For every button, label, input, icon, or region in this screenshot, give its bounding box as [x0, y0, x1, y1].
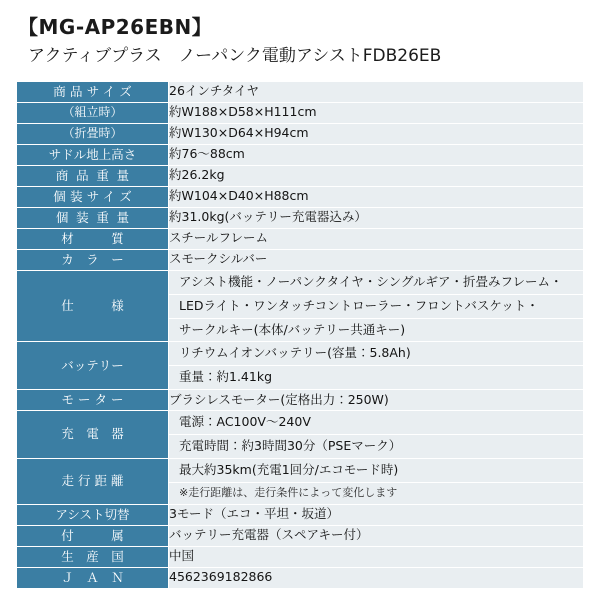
row-label	[17, 390, 169, 411]
row-label	[17, 123, 169, 144]
row-value-line: ※走行距離は、走行条件によって変化します	[169, 482, 583, 504]
row-value	[169, 342, 584, 390]
row-value: 約31.0kg(バッテリー充電器込み）	[169, 207, 584, 228]
row-label-text: 商品サイズ	[53, 83, 136, 99]
row-label	[17, 81, 169, 102]
row-label	[17, 270, 169, 342]
row-label	[17, 458, 169, 504]
row-label-text: 生 産 国	[61, 548, 124, 564]
row-label	[17, 546, 169, 567]
row-label	[17, 228, 169, 249]
table-row	[17, 525, 584, 546]
row-label	[17, 525, 169, 546]
row-value: 中国	[169, 546, 584, 567]
table-row	[17, 249, 584, 270]
row-value-line: 電源：AC100V〜240V	[179, 414, 311, 430]
table-row	[17, 102, 584, 123]
table-row	[17, 123, 584, 144]
row-label-text: バッテリー	[61, 357, 124, 373]
row-value: 約76〜88cm	[169, 144, 584, 165]
row-label-text: 個装重量	[55, 209, 137, 225]
product-name: アクティブプラス ノーパンク電動アシストFDB26EB	[28, 46, 442, 66]
table-row	[17, 186, 584, 207]
table-row	[17, 228, 584, 249]
row-label	[17, 567, 169, 588]
row-value: スチールフレーム	[169, 228, 584, 249]
table-row	[17, 81, 584, 102]
row-value-line: 充電時間：約3時間30分（PSEマーク）	[169, 434, 583, 458]
row-value: 26インチタイヤ	[169, 81, 584, 102]
table-row	[17, 144, 584, 165]
table-row	[17, 411, 584, 459]
row-label-text: 個装サイズ	[53, 188, 136, 204]
row-label-text: 仕 様	[61, 297, 124, 313]
row-value-line: リチウムイオンバッテリー(容量：5.8Ah)	[179, 345, 411, 361]
specification-table	[16, 81, 584, 589]
row-label	[17, 207, 169, 228]
row-label-text: 商品重量	[55, 167, 137, 183]
row-label	[17, 342, 169, 390]
table-row	[17, 458, 584, 504]
row-label	[17, 249, 169, 270]
table-row	[17, 390, 584, 411]
row-label-text: 付 属	[61, 527, 124, 543]
row-value	[169, 270, 584, 342]
table-row	[17, 567, 584, 588]
row-label	[17, 144, 169, 165]
row-label	[17, 186, 169, 207]
row-label-text: サドル地上高さ	[48, 146, 137, 162]
table-row	[17, 546, 584, 567]
table-row	[17, 504, 584, 525]
row-label-text: カ ラ ー	[61, 251, 124, 267]
row-value: 3モード（エコ・平坦・坂道）	[169, 504, 584, 525]
row-value-line: サークルキー(本体/バッテリー共通キー)	[169, 318, 583, 342]
row-label-text: 走 行 距 離	[61, 473, 124, 489]
table-row	[17, 165, 584, 186]
table-row	[17, 207, 584, 228]
row-label-text: 材 質	[61, 230, 124, 246]
row-value: 約W104×D40×H88cm	[169, 186, 584, 207]
row-value	[169, 411, 584, 459]
row-label	[17, 165, 169, 186]
row-value-line: 重量：約1.41kg	[169, 365, 583, 389]
row-label-text: モ ー タ ー	[61, 392, 124, 408]
row-value: スモークシルバー	[169, 249, 584, 270]
row-label	[17, 411, 169, 459]
row-label	[17, 504, 169, 525]
row-value: 約26.2kg	[169, 165, 584, 186]
row-label-text: アシスト切替	[55, 506, 130, 522]
row-value-line: アシスト機能・ノーパンクタイヤ・シングルギア・折畳みフレーム・	[179, 273, 563, 289]
model-code: 【MG-AP26EBN】	[18, 15, 213, 39]
row-label-text: （折畳時）	[62, 126, 123, 140]
table-row	[17, 270, 584, 342]
row-label-text: Ｊ Ａ Ｎ	[61, 569, 124, 585]
row-value: バッテリー充電器（スペアキー付）	[169, 525, 584, 546]
row-value: 約W130×D64×H94cm	[169, 123, 584, 144]
row-value-line: 最大約35km(充電1回分/エコモード時)	[179, 461, 399, 477]
title-block	[16, 14, 584, 75]
row-label-text: 充 電 器	[61, 426, 124, 442]
row-value-line: LEDライト・ワンタッチコントローラー・フロントバスケット・	[169, 294, 583, 318]
row-label-text: （組立時）	[62, 105, 123, 119]
row-value	[169, 458, 584, 504]
row-label	[17, 102, 169, 123]
row-value: 約W188×D58×H111cm	[169, 102, 584, 123]
row-value: 4562369182866	[169, 567, 584, 588]
table-row	[17, 342, 584, 390]
row-value: ブラシレスモーター(定格出力：250W)	[169, 390, 584, 411]
